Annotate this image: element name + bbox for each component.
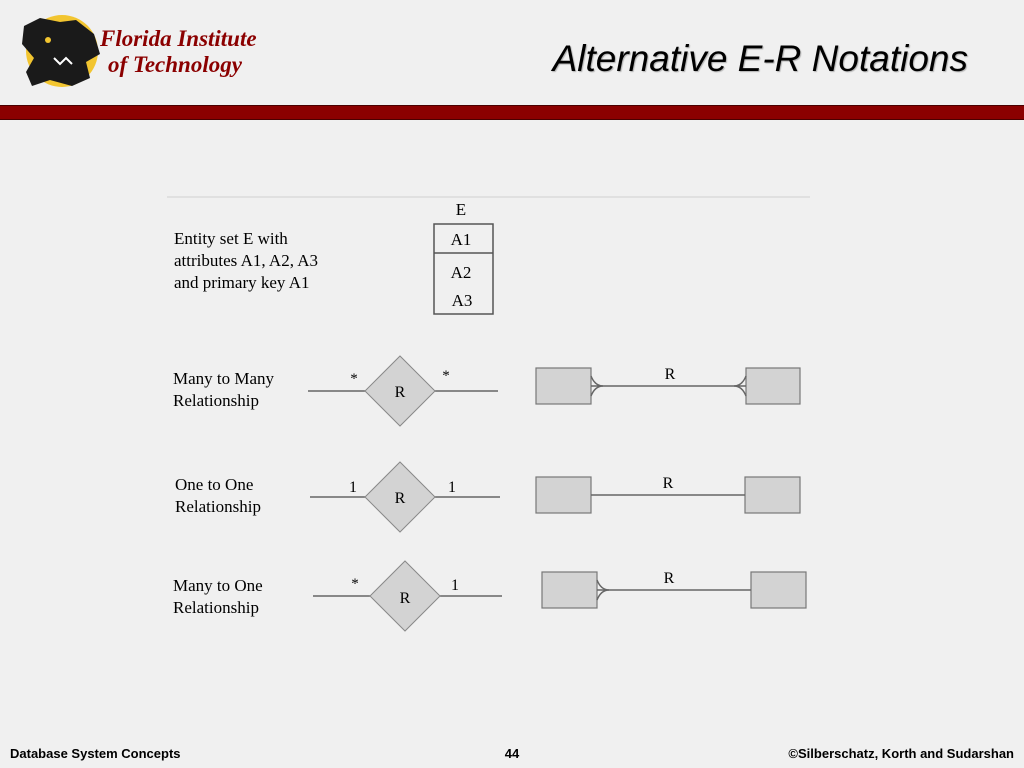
- footer-copyright: ©Silberschatz, Korth and Sudarshan: [788, 746, 1014, 761]
- right-cardinality: 1: [448, 479, 456, 496]
- row-one-to-one: [175, 462, 800, 532]
- left-cardinality: 1: [349, 479, 357, 496]
- slide-footer: [0, 746, 1024, 766]
- entity-desc-line2: attributes A1, A2, A3: [174, 251, 319, 270]
- crow-relationship-label: R: [663, 570, 675, 587]
- footer-course: Database System Concepts: [10, 746, 181, 761]
- left-cardinality: *: [350, 371, 358, 387]
- entity-rect-left: [542, 572, 597, 608]
- relationship-label: R: [394, 384, 406, 401]
- entity-rect-right: [746, 368, 800, 404]
- logo-line2: of Technology: [108, 52, 242, 77]
- right-cardinality: *: [442, 368, 450, 384]
- page-title: Alternative E-R Notations: [552, 38, 968, 79]
- row-label-line2: Relationship: [175, 497, 261, 516]
- relationship-label: R: [399, 590, 411, 607]
- entity-primary-key: A1: [450, 230, 472, 249]
- entity-attribute: A2: [450, 263, 472, 282]
- relationship-label: R: [394, 490, 406, 507]
- crow-relationship-label: R: [662, 475, 674, 492]
- right-cardinality: 1: [451, 577, 459, 594]
- row-label-line1: Many to Many: [173, 369, 275, 388]
- entity-name: E: [455, 200, 467, 219]
- logo-line1: Florida Institute: [100, 26, 257, 51]
- left-cardinality: *: [351, 576, 359, 592]
- entity-desc-line3: and primary key A1: [174, 273, 310, 292]
- entity-rect-right: [751, 572, 806, 608]
- entity-rect-left: [536, 368, 591, 404]
- entity-rect-left: [536, 477, 591, 513]
- row-label-line1: One to One: [175, 475, 254, 494]
- entity-desc-line1: Entity set E with: [174, 229, 288, 248]
- row-many-to-one: [173, 561, 806, 631]
- crow-relationship-label: R: [664, 366, 676, 383]
- entity-attribute: A3: [451, 291, 473, 310]
- row-many-to-many: [173, 356, 800, 426]
- entity-rect-right: [745, 477, 800, 513]
- row-label-line2: Relationship: [173, 391, 259, 410]
- footer-page-number: 44: [504, 746, 520, 761]
- row-label-line2: Relationship: [173, 598, 259, 617]
- row-label-line1: Many to One: [173, 576, 263, 595]
